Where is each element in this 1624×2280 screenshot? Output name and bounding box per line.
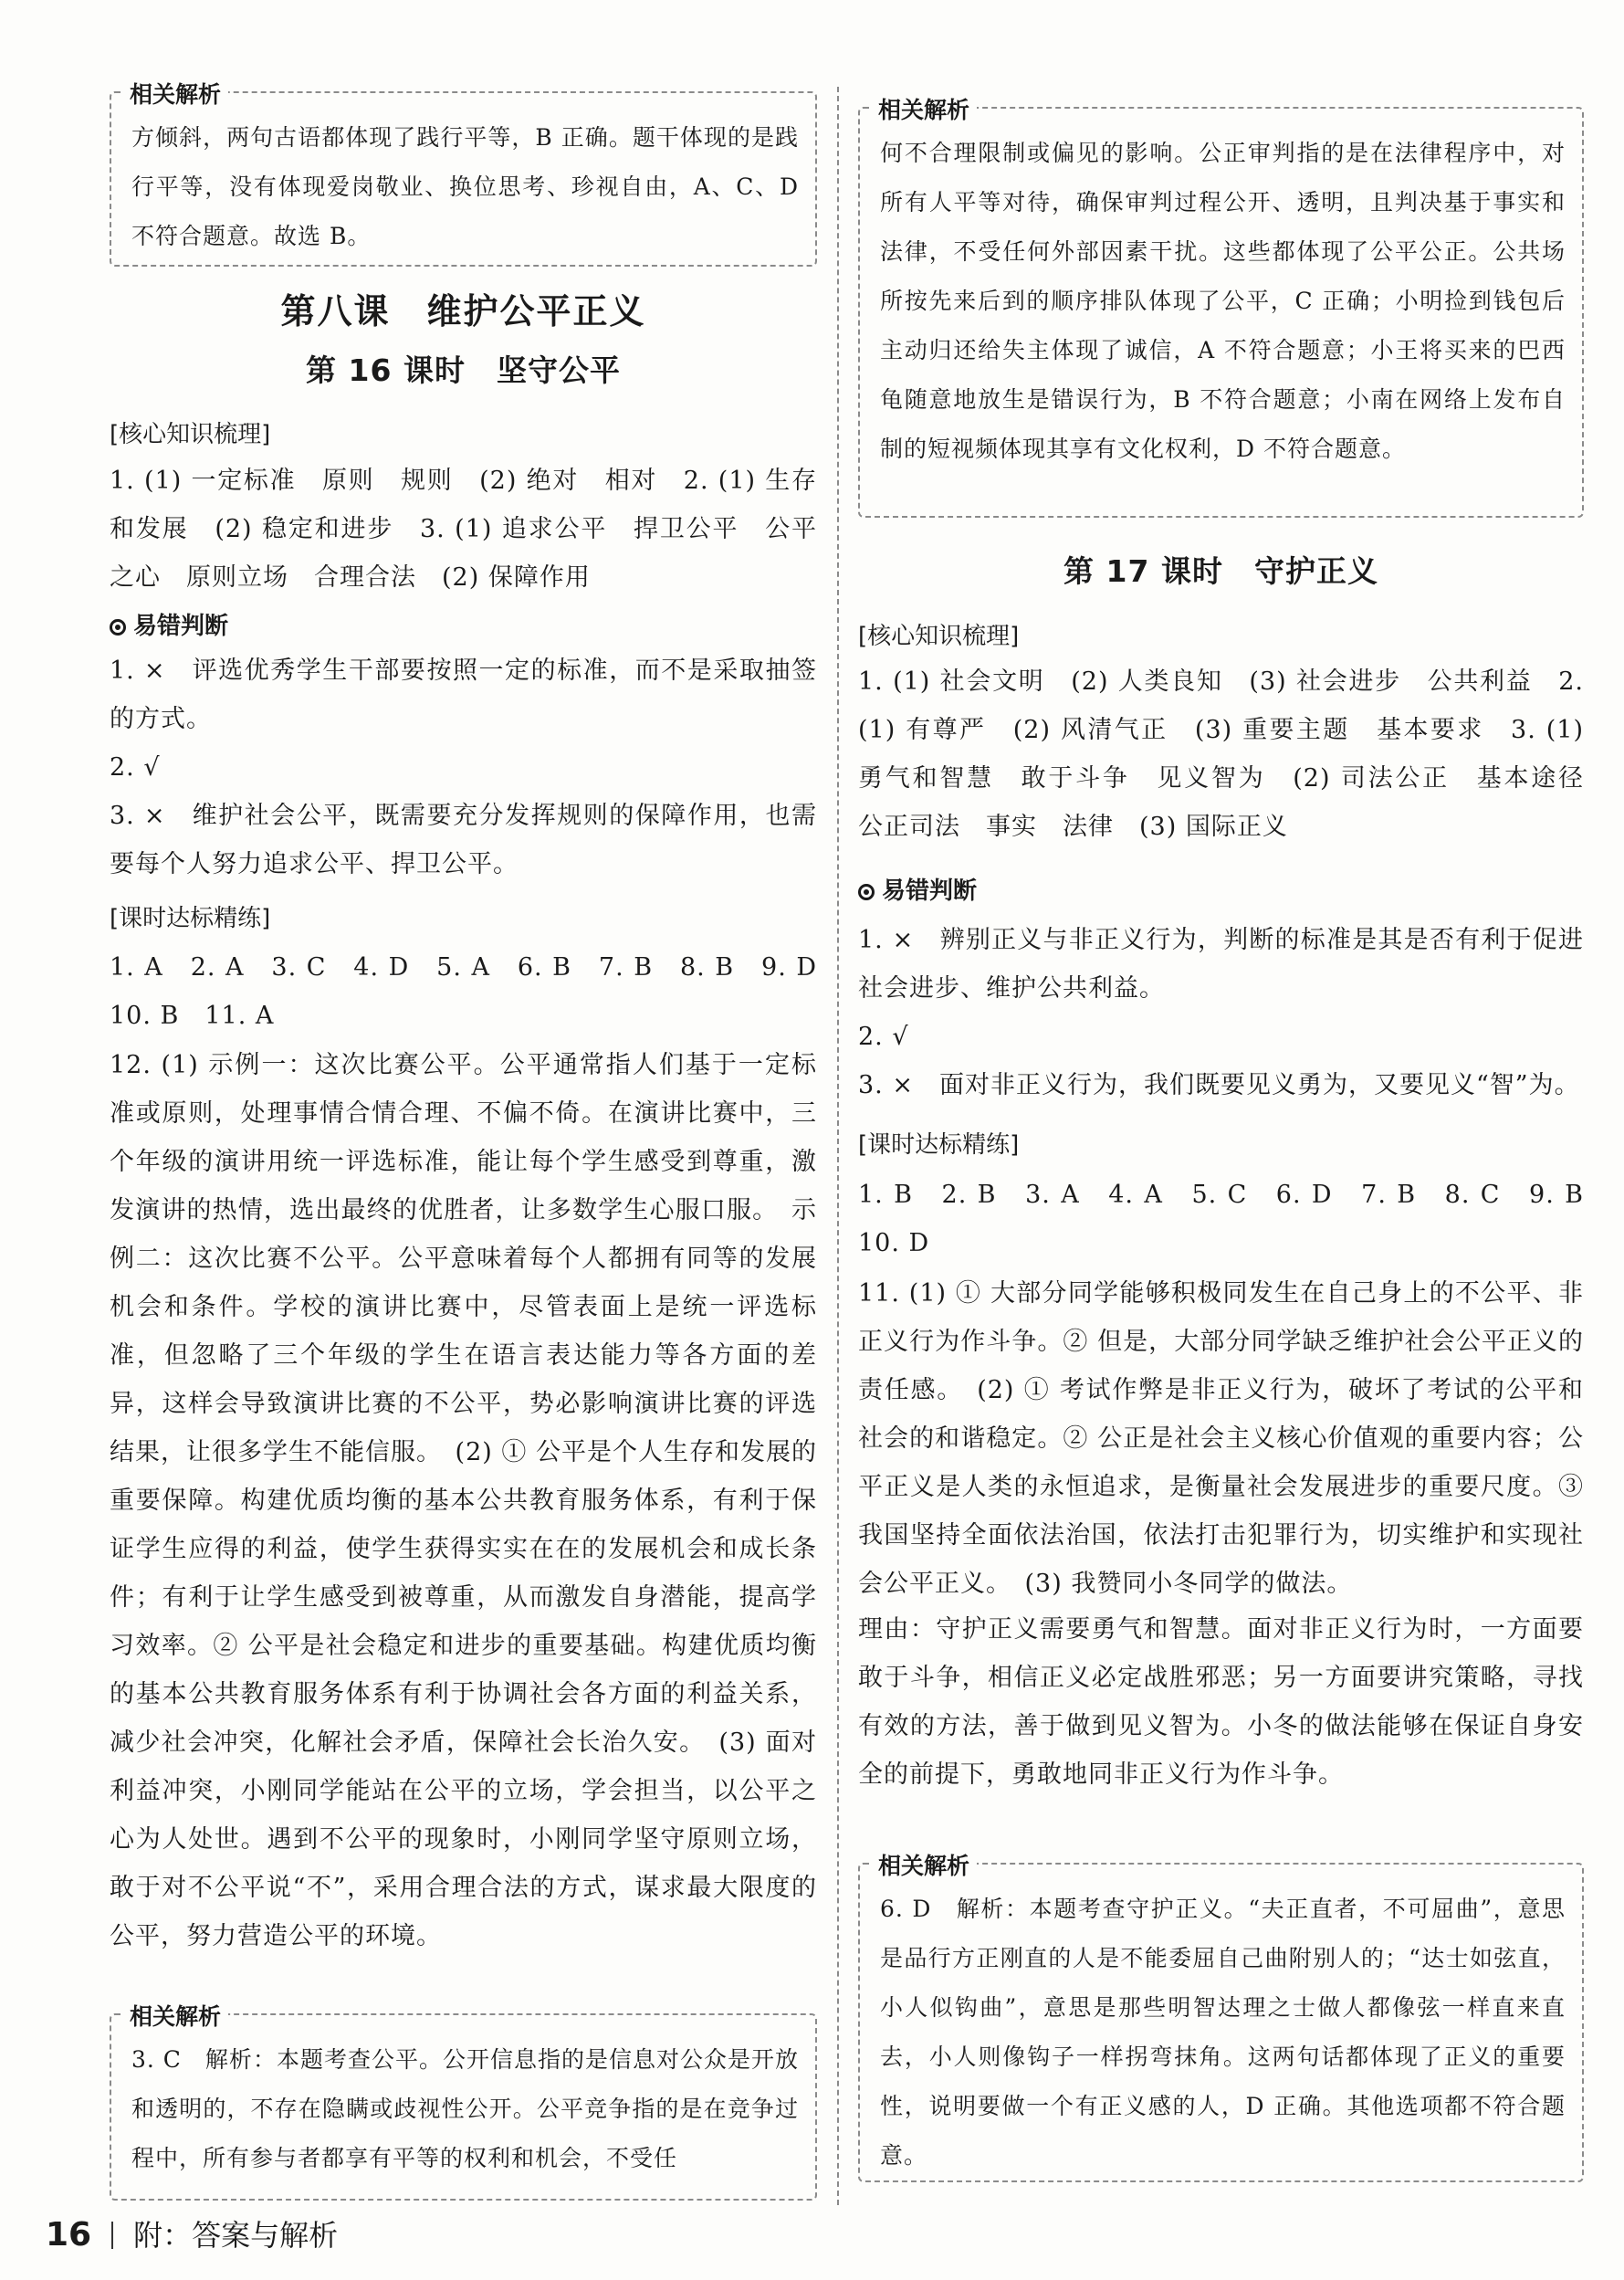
error-item: 3. × 维护社会公平，既需要充分发挥规则的保障作用，也需要每个人努力追求公平、捍卫公平。 [110, 802, 817, 878]
core-knowledge-label: [核心知识梳理] [110, 421, 271, 448]
error-item: 1. × 评选优秀学生干部要按照一定的标准，而不是采取抽签的方式。 [110, 657, 817, 733]
column-divider [837, 87, 839, 2205]
practice-answers: 1. A 2. A 3. C 4. D 5. A 6. B 7. B 8. B 9. D 10. B 11. A [110, 953, 843, 1030]
analysis-box-bottom-left [110, 2003, 817, 2201]
analysis-tag: 相关解析 [122, 77, 228, 110]
analysis-text: 6. D 解析：本题考查守护正义。“夫正直者，不可屈曲”，意思是品行方正刚直的人是不能委屈自己曲附别人的；“达士如弦直，小人似钩曲”，意思是那些明智达理之士做人都像弦一样直来直去，小人则像钩子一样拐弯抹角。这两句话都体现了正义的重要性，说明要做一个有正义感的人，D 正确。其他选项都不符合题意。 [880, 1896, 1566, 2169]
error-judge-heading: 易错判断 [110, 607, 228, 641]
analysis-box-bottom-right [858, 1853, 1584, 2182]
page-footer [46, 2212, 338, 2254]
analysis-text: 3. C 解析：本题考查公平。公开信息指的是信息对公众是开放和透明的，不存在隐瞒或歧视性公开。公平竞争指的是在竞争过程中，所有参与者都享有平等的权利和机会，不受任 [131, 2046, 799, 2171]
error-item: 2. √ [858, 1023, 909, 1051]
analysis-box-top-left [110, 81, 817, 267]
analysis-tag: 相关解析 [122, 1999, 228, 2032]
core-knowledge-text: 1. (1) 一定标准 原则 规则 (2) 绝对 相对 2. (1) 生存和发展 (2) 稳定和进步 3. (1) 追求公平 捍卫公平 公平之心 原则立场 合理合法 (2) 保障作用 [110, 467, 817, 592]
error-item: 3. × 面对非正义行为，我们既要见义勇为，又要见义“智”为。 [858, 1071, 1580, 1099]
error-judge-list [110, 646, 817, 888]
practice-answers: 1. B 2. B 3. A 4. A 5. C 6. D 7. B 8. C 9. B 10. D [858, 1181, 1609, 1257]
question-11-answer: 11. (1) ① 大部分同学能够积极同发生在自己身上的不公平、非正义行为作斗争。② 但是，大部分同学缺乏维护社会公平正义的责任感。 (2) ① 考试作弊是非正义行为，破坏了考试的公平和社会的和谐稳定。② 公正是社会主义核心价值观的重要内容；公平正义是人类的永恒追求，是衡量社会发展进步的重要尺度。③ 我国坚持全面依法治国，依法打击犯罪行为，切实维护和实现社会公平正义。 (3) 我赞同小冬同学的做法。 [858, 1279, 1584, 1598]
practice-label: [课时达标精练] [110, 905, 271, 932]
practice-label: [课时达标精练] [858, 1131, 1020, 1159]
analysis-tag: 相关解析 [871, 1848, 977, 1881]
footer-separator [111, 2222, 113, 2249]
error-item: 2. √ [110, 753, 161, 782]
reason-text: 理由：守护正义需要勇气和智慧。面对非正义行为时，一方面要敢于斗争，相信正义必定战胜邪恶；另一方面要讲究策略，寻找有效的方法，善于做到见义智为。小冬的做法能够在保证自身安全的前提下，勇敢地同非正义行为作斗争。 [858, 1615, 1584, 1789]
target-icon [110, 619, 126, 636]
period-title: 第 16 课时 坚守公平 [306, 352, 621, 388]
footer-title: 附：答案与解析 [133, 2218, 339, 2253]
page-number: 16 [46, 2216, 92, 2254]
analysis-text: 方倾斜，两句古语都体现了践行平等，B 正确。题干体现的是践行平等，没有体现爱岗敬业、换位思考、珍视自由，A、C、D 不符合题意。故选 B。 [131, 124, 799, 249]
analysis-text: 何不合理限制或偏见的影响。公正审判指的是在法律程序中，对所有人平等对待，确保审判过程公开、透明，且判决基于事实和法律，不受任何外部因素干扰。这些都体现了公平公正。公共场所按先来后到的顺序排队体现了公平，C 正确；小明捡到钱包后主动归还给失主体现了诚信，A 不符合题意；小王将买来的巴西龟随意地放生是错误行为，B 不符合题意；小南在网络上发布自制的短视频体现其享有文化权利，D 不符合题意。 [880, 140, 1566, 462]
question-12-answer: 12. (1) 示例一：这次比赛公平。公平通常指人们基于一定标准或原则，处理事情合情合理、不偏不倚。在演讲比赛中，三个年级的演讲用统一评选标准，能让每个学生感受到尊重，激发演讲的热情，选出最终的优胜者，让多数学生心服口服。 示例二：这次比赛不公平。公平意味着每个人都拥有同等的发展机会和条件。学校的演讲比赛中，尽管表面上是统一评选标准，但忽略了三个年级的学生在语言表达能力等各方面的差异，这样会导致演讲比赛的不公平，势必影响演讲比赛的评选结果，让很多学生不能信服。 (2) ① 公平是个人生存和发展的重要保障。构建优质均衡的基本公共教育服务体系，有利于保证学生应得的利益，使学生获得实实在在的发展机会和成长条件；有利于让学生感受到被尊重，从而激发自身潜能，提高学习效率。② 公平是社会稳定和进步的重要基础。构建优质均衡的基本公共教育服务体系有利于协调社会各方面的利益关系，减少社会冲突，化解社会矛盾，保障社会长治久安。 (3) 面对利益冲突，小刚同学能站在公平的立场，学会担当，以公平之心为人处世。遇到不公平的现象时，小刚同学坚守原则立场，敢于对不公平说“不”，采用合理合法的方式，谋求最大限度的公平，努力营造公平的环境。 [110, 1051, 817, 1950]
target-icon [858, 884, 875, 900]
analysis-box-top-right [858, 97, 1584, 518]
error-judge-heading: 易错判断 [858, 872, 977, 906]
period-title: 第 17 课时 守护正义 [1063, 553, 1378, 589]
error-judge-list [858, 916, 1584, 1109]
error-item: 1. × 辨别正义与非正义行为，判断的标准是其是否有利于促进社会进步、维护公共利益。 [858, 926, 1584, 1003]
analysis-tag: 相关解析 [871, 92, 977, 125]
core-knowledge-text: 1. (1) 社会文明 (2) 人类良知 (3) 社会进步 公共利益 2. (1) 有尊严 (2) 风清气正 (3) 重要主题 基本要求 3. (1) 勇气和智慧 敢于斗争 见义智为 (2) 司法公正 基本途径 公正司法 事实 法律 (3) 国际正义 [858, 667, 1609, 841]
lesson-title: 第八课 维护公平正义 [280, 291, 646, 331]
core-knowledge-label: [核心知识梳理] [858, 623, 1020, 650]
